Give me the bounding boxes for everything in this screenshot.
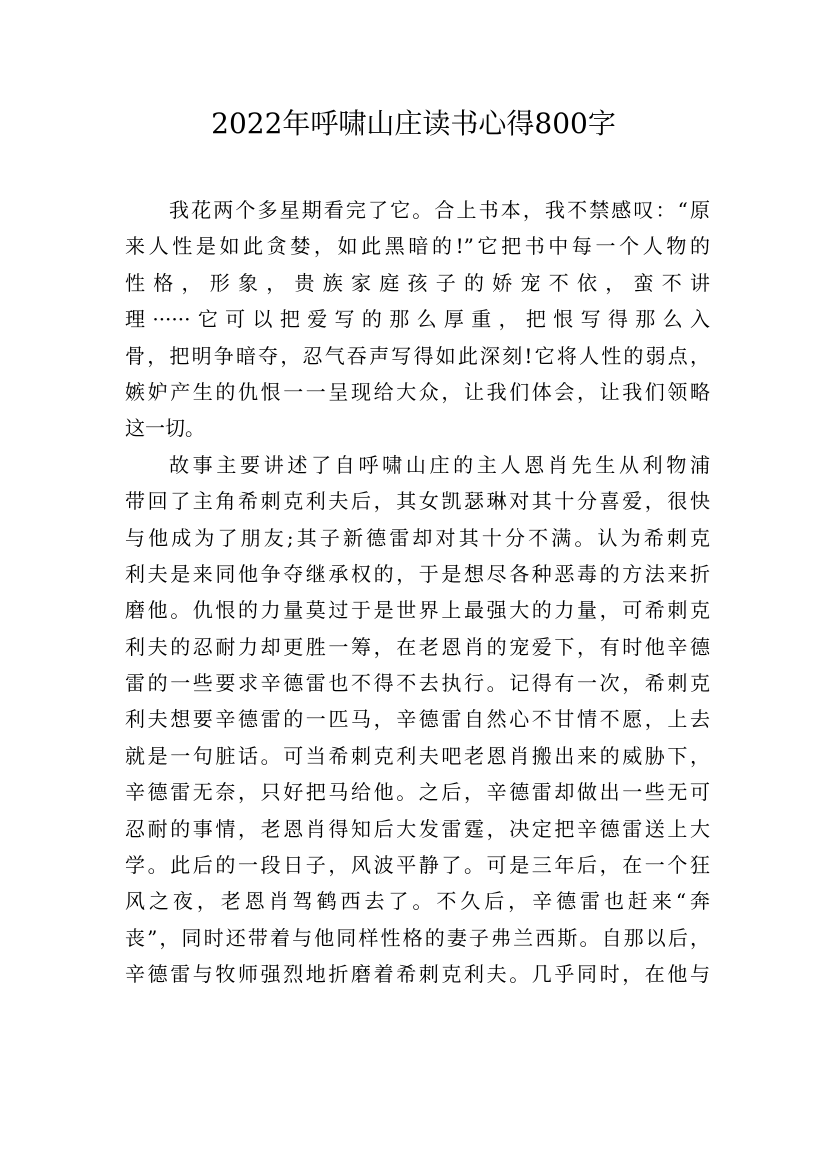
text-line: 性格，形象，贵族家庭孩子的娇宠不依，蛮不讲 <box>125 270 710 295</box>
text-line: 忍耐的事情，老恩肖得知后大发雷霆，决定把辛德雷送上大 <box>125 816 710 841</box>
paragraph-2 <box>125 447 710 993</box>
text-line: 辛德雷无奈，只好把马给他。之后，辛德雷却做出一些无可 <box>125 780 710 805</box>
text-line: 利夫的忍耐力却更胜一筹，在老恩肖的宠爱下，有时他辛德 <box>125 634 710 659</box>
text-line: 辛德雷与牧师强烈地折磨着希刺克利夫。几乎同时，在他与 <box>125 962 710 987</box>
text-line: 磨他。仇恨的力量莫过于是世界上最强大的力量，可希刺克 <box>125 598 710 623</box>
text-line: 带回了主角希刺克利夫后，其女凯瑟琳对其十分喜爱，很快 <box>125 489 710 514</box>
text-line: 风之夜，老恩肖驾鹤西去了。不久后，辛德雷也赶来“奔 <box>125 889 710 914</box>
text-line: 雷的一些要求辛德雷也不得不去执行。记得有一次，希刺克 <box>125 671 710 696</box>
paragraph-1 <box>125 192 710 447</box>
text-line: 骨，把明争暗夺，忍气吞声写得如此深刻!它将人性的弱点， <box>125 343 710 368</box>
text-line: 我花两个多星期看完了它。合上书本，我不禁感叹：“原 <box>169 198 710 222</box>
text-line: 学。此后的一段日子，风波平静了。可是三年后，在一个狂 <box>125 853 710 878</box>
text-line: 来人性是如此贪婪，如此黑暗的!”它把书中每一个人物的 <box>125 234 710 259</box>
document-title: 2022年呼啸山庄读书心得800字 <box>211 107 616 140</box>
text-line: 利夫想要辛德雷的一匹马，辛德雷自然心不甘情不愿，上去 <box>125 707 710 732</box>
text-line: 这一切。 <box>125 416 205 441</box>
text-line: 与他成为了朋友;其子新德雷却对其十分不满。认为希刺克 <box>125 525 710 550</box>
text-line: 就是一句脏话。可当希刺克利夫吧老恩肖搬出来的威胁下， <box>125 743 710 768</box>
document-body <box>125 192 710 993</box>
text-line: 丧”，同时还带着与他同样性格的妻子弗兰西斯。自那以后， <box>125 925 710 950</box>
text-line: 理······它可以把爱写的那么厚重，把恨写得那么入 <box>125 307 710 332</box>
text-line: 利夫是来同他争夺继承权的，于是想尽各种恶毒的方法来折 <box>125 561 710 586</box>
text-line: 嫉妒产生的仇恨一一呈现给大众，让我们体会，让我们领略 <box>125 379 710 404</box>
text-line: 故事主要讲述了自呼啸山庄的主人恩肖先生从利物浦 <box>169 452 710 477</box>
